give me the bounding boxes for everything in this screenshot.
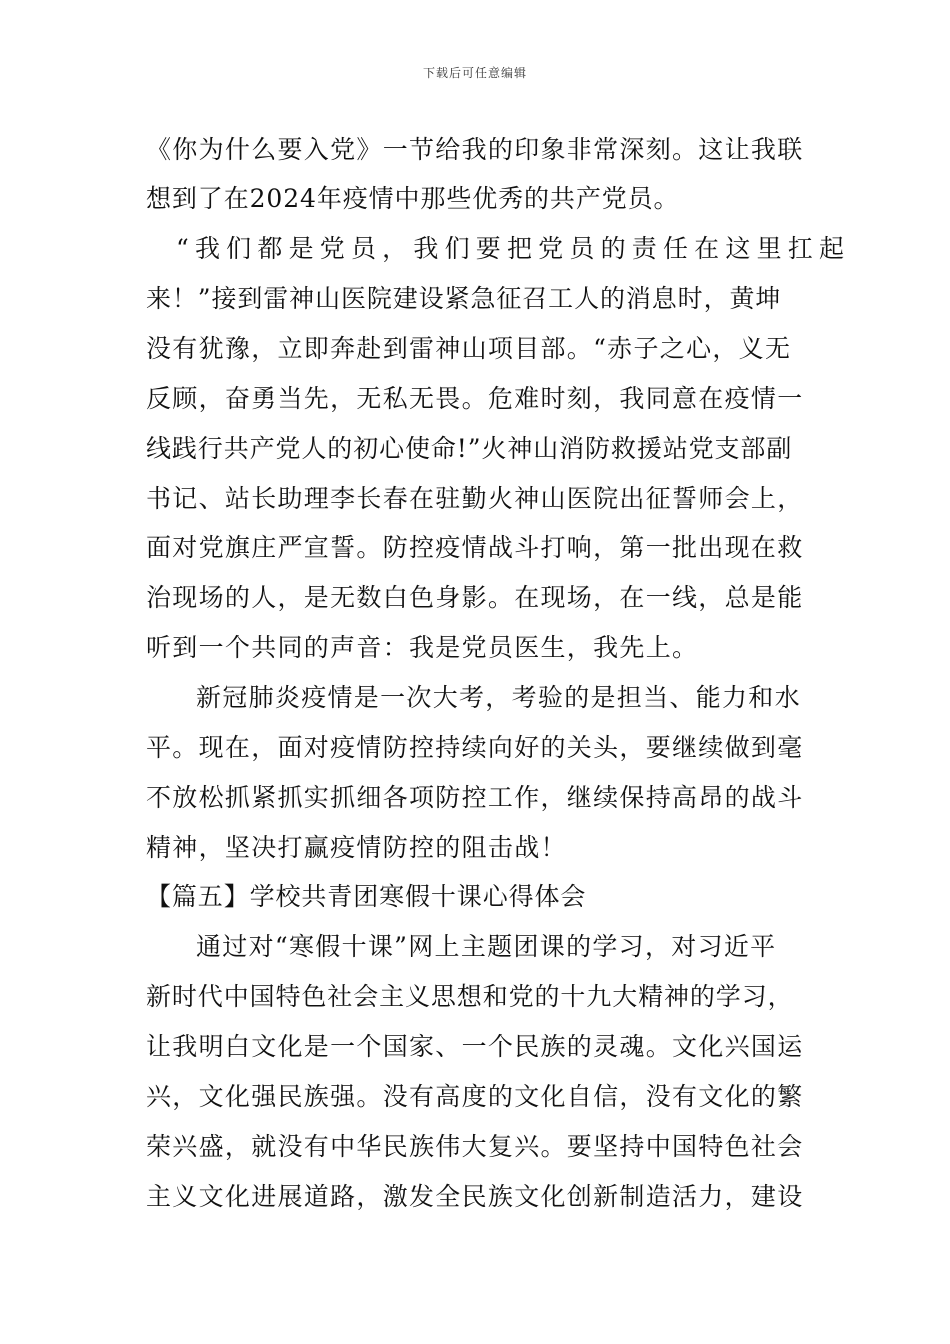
paragraph-line: 没有犹豫，立即奔赴到雷神山项目部。“赤子之心，义无: [146, 334, 792, 363]
paragraph-line: 新时代中国特色社会主义思想和党的十九大精神的学习，: [146, 982, 794, 1011]
paragraph-line: 反顾，奋勇当先，无私无畏。危难时刻，我同意在疫情一: [146, 384, 804, 413]
paragraph-line: 荣兴盛，就没有中华民族伟大复兴。要坚持中国特色社会: [146, 1132, 804, 1161]
paragraph-line: 通过对“寒假十课”网上主题团课的学习，对习近平: [196, 932, 777, 961]
paragraph-line: 来！”接到雷神山医院建设紧急征召工人的消息时，黄坤: [146, 284, 782, 313]
paragraph-line: 主义文化进展道路，激发全民族文化创新制造活力，建设: [146, 1182, 804, 1211]
paragraph-line: 线践行共产党人的初心使命!”火神山消防救援站党支部副: [146, 434, 793, 463]
paragraph-line: 想到了在2024年疫情中那些优秀的共产党员。: [146, 184, 680, 213]
section-heading: 【篇五】学校共青团寒假十课心得体会: [146, 882, 587, 911]
paragraph-line: 精神，坚决打赢疫情防控的阻击战！: [146, 833, 567, 862]
paragraph-line: “我们都是党员，我们要把党员的责任在这里扛起: [176, 234, 851, 263]
paragraph-line: 听到一个共同的声音：我是党员医生，我先上。: [146, 633, 699, 662]
paragraph-line: 平。现在，面对疫情防控持续向好的关头，要继续做到毫: [146, 733, 804, 762]
paragraph-line: 兴，文化强民族强。没有高度的文化自信，没有文化的繁: [146, 1082, 804, 1111]
page-header: 下载后可任意编辑: [422, 66, 527, 80]
paragraph-line: 新冠肺炎疫情是一次大考，考验的是担当、能力和水: [196, 683, 801, 712]
paragraph-line: 面对党旗庄严宣誓。防控疫情战斗打响，第一批出现在救: [146, 533, 804, 562]
paragraph-line: 书记、站长助理李长春在驻勤火神山医院出征誓师会上，: [146, 484, 804, 513]
paragraph-line: 《你为什么要入党》一节给我的印象非常深刻。这让我联: [146, 135, 804, 164]
paragraph-line: 不放松抓紧抓实抓细各项防控工作，继续保持高昂的战斗: [146, 783, 804, 812]
paragraph-line: 让我明白文化是一个国家、一个民族的灵魂。文化兴国运: [146, 1032, 804, 1061]
paragraph-line: 治现场的人，是无数白色身影。在现场，在一线，总是能: [146, 583, 804, 612]
